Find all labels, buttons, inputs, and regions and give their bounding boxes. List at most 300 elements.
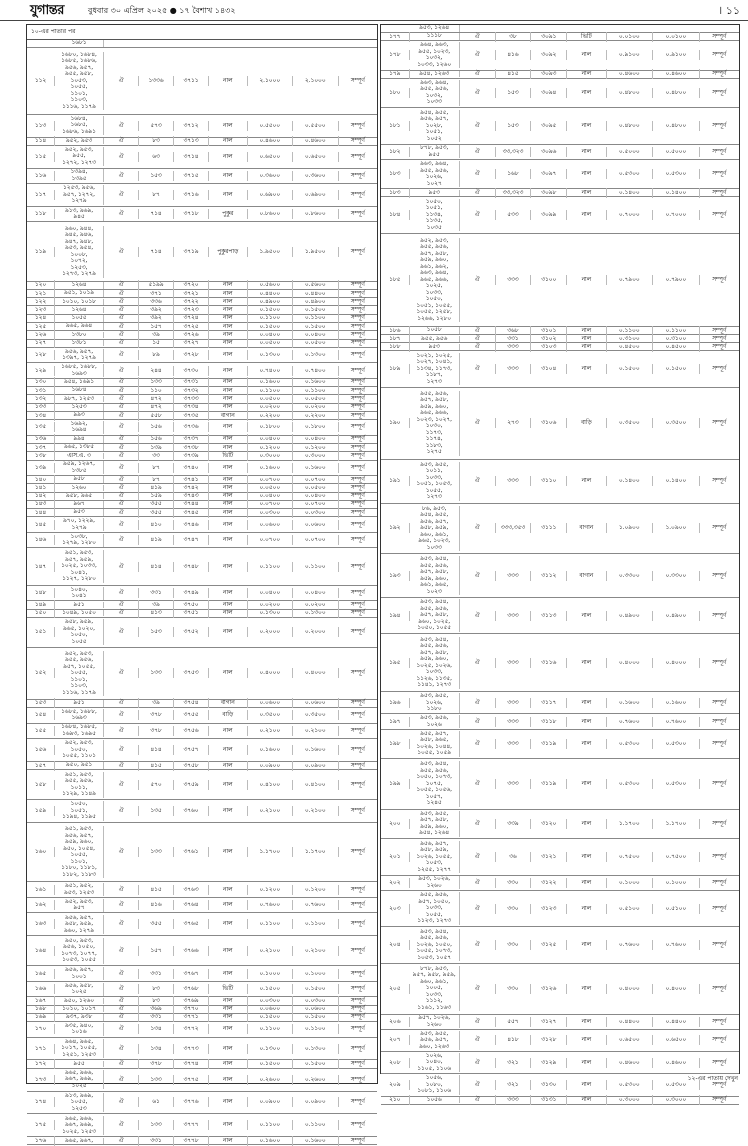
plot-number-line: ৯৫৬, ১০৫০, <box>63 944 95 951</box>
area-cell: ০.১৪০০ <box>607 188 654 198</box>
acquired-area-cell: ০.১১০০ <box>293 313 339 323</box>
plot-numbers-cell <box>55 1014 104 1021</box>
serial-cell: ১৬৯ <box>27 1012 55 1022</box>
status-cell: সম্পূর্ণ <box>712 985 727 992</box>
khatian-cell: ৫৭৩ <box>139 121 174 131</box>
area-cell: ০.৪৮০০ <box>607 88 654 98</box>
plot-number-line: ১০৮০, <box>425 1081 443 1088</box>
status-cell: সম্পূর্ণ <box>712 905 727 912</box>
dag-cell: ৩১০৪ <box>531 364 567 374</box>
status-cell: সম্পূর্ণ <box>350 902 365 909</box>
acquired-area-cell: ০.৫৩০০ <box>653 169 700 179</box>
serial-cell: ১২০ <box>27 280 55 290</box>
acquired-area-cell: ০.০৭০০ <box>293 535 339 545</box>
plot-number-line: ১২৭৯ <box>71 524 87 531</box>
mouza-cell: ঐ <box>460 418 496 428</box>
area-cell: ০.০২০০ <box>248 600 294 610</box>
khatian-cell: ৩৯ <box>139 698 174 708</box>
acquired-area-cell: ০.০২০০ <box>293 402 339 412</box>
table-row <box>27 739 377 762</box>
area-cell: ০.৪০০০ <box>607 658 654 668</box>
serial-cell: ১৫৫ <box>27 726 55 736</box>
dag-cell: ৩১১৭ <box>531 698 567 708</box>
serial-cell: ১৪৪ <box>27 508 55 518</box>
serial-cell: ১৩৮ <box>27 451 55 461</box>
area-cell: ০.০৭০০ <box>248 535 294 545</box>
mouza-cell: ঐ <box>460 1058 496 1068</box>
plot-numbers-cell <box>55 1116 104 1136</box>
plot-number-line: ৮৬, ৯৫৩, <box>422 505 447 512</box>
plot-numbers-cell <box>410 929 460 962</box>
serial-cell: ১৮৭ <box>381 334 410 344</box>
plot-numbers-cell <box>410 336 460 343</box>
mouza-cell: ঐ <box>460 779 496 789</box>
khatian-cell: ৪৭২ <box>139 402 174 412</box>
khatian-cell: ৩৩১ <box>496 334 532 344</box>
table-row <box>27 898 377 914</box>
status-cell: সম্পূর্ণ <box>712 1097 727 1104</box>
dag-cell: ৩৭২১ <box>174 289 209 299</box>
mouza-cell: ঐ <box>104 1044 139 1054</box>
plot-number-line: ৯৫১, ৯৫৩, <box>64 550 94 557</box>
area-cell: ০.১৫০০ <box>248 984 294 994</box>
plot-number-line: ১০২৩ <box>426 588 442 595</box>
khatian-cell: ৩৩৩ <box>496 364 532 374</box>
plot-numbers-cell <box>410 1097 460 1104</box>
area-cell: ০.২৬০০ <box>248 1075 294 1085</box>
table-row <box>381 460 739 504</box>
serial-cell: ১১৯ <box>27 247 55 257</box>
plot-number-line: ১৬৮১ <box>71 40 87 47</box>
plot-number-line: ১০৫০, <box>70 632 88 639</box>
table-row <box>381 41 739 70</box>
plot-number-line: ৯৫০, ৯৫১ <box>65 762 93 769</box>
area-cell: ০.০৪০০ <box>248 491 294 501</box>
land-type-cell: নাল <box>209 780 248 790</box>
land-type-cell: নাল <box>209 1120 248 1130</box>
mouza-cell: ঐ <box>104 422 139 432</box>
plot-number-line: ৯৫৭, ৯৫৮, <box>420 649 449 656</box>
plot-number-line: ১০৩৩, <box>425 669 443 676</box>
acquired-area-cell: ০.১১০০ <box>293 1024 339 1034</box>
land-type-cell: নাল <box>567 364 606 374</box>
plot-number-line: ৯৫৯, ৯৬০, <box>420 656 449 663</box>
land-type-cell: নাল <box>567 658 606 668</box>
status-cell: সম্পূর্ণ <box>712 612 727 619</box>
land-type-cell: নাল <box>209 280 248 290</box>
plot-number-line: ৯৬০, ১২৬৩ <box>419 1043 450 1050</box>
land-type-cell: বাগান <box>567 523 606 533</box>
mouza-cell: ঐ <box>104 443 139 453</box>
plot-numbers-cell <box>55 299 104 306</box>
plot-numbers-cell <box>55 461 104 474</box>
mouza-cell: ঐ <box>460 698 496 708</box>
khatian-cell: ১৩৩ <box>139 1075 174 1085</box>
mouza-cell: ঐ <box>460 88 496 98</box>
mouza-cell: ঐ <box>460 1035 496 1045</box>
table-row <box>381 108 739 145</box>
serial-cell: ১৫৯ <box>27 806 55 816</box>
khatian-cell: ১৩৩ <box>139 377 174 387</box>
acquired-area-cell: ০.৩০০০ <box>653 1095 700 1105</box>
khatian-cell: ৫৭০ <box>139 780 174 790</box>
plot-numbers-cell <box>410 811 460 837</box>
serial-cell: ১৪৯ <box>27 600 55 610</box>
table-row <box>27 1114 377 1137</box>
plot-number-line: ৯৫৩, ৯৫৫, <box>420 1030 449 1037</box>
plot-number-line: ১০২৫, ১০২৬, <box>416 662 453 669</box>
plot-number-line: ১৩৯৫ <box>71 175 87 182</box>
acquired-area-cell: ০.০৬০০ <box>293 1004 339 1014</box>
land-type-cell: নাল <box>209 463 248 473</box>
land-type-cell: নাল <box>209 608 248 618</box>
status-cell: সম্পূর্ণ <box>712 89 727 96</box>
plot-number-line: ১০৭৩, ১০৭৭, <box>61 950 97 957</box>
area-cell: ০.০৭০০ <box>248 499 294 509</box>
mouza-cell: ঐ <box>104 76 139 86</box>
mouza-cell: ঐ <box>104 1004 139 1014</box>
acquired-area-cell: ০.৪৮০০ <box>653 88 700 98</box>
area-cell: ০.৩০০০ <box>607 1095 654 1105</box>
acquired-area-cell: ০.২০০০ <box>293 627 339 637</box>
land-type-cell: নাল <box>209 1097 248 1107</box>
acquired-area-cell: ০.৭৫০০ <box>653 852 700 862</box>
table-row <box>27 1022 377 1038</box>
serial-cell: ১৩৯ <box>27 463 55 473</box>
plot-number-line: ১১২৭, ১২৮০ <box>62 576 96 583</box>
plot-numbers-cell <box>55 1138 104 1145</box>
acquired-area-cell: ০.১০০০ <box>653 878 700 888</box>
table-row <box>27 138 377 146</box>
table-row <box>27 1137 377 1145</box>
plot-numbers-cell <box>55 1061 104 1068</box>
land-type-cell: নাল <box>567 69 606 79</box>
acquired-area-cell: ০.৭৯০০ <box>653 275 700 285</box>
plot-number-line: ৯৫৮, ৯৫৯, <box>420 525 449 532</box>
plot-number-line: ৯৬৪, ৯৬৩, <box>420 42 449 49</box>
khatian-cell: ১১০ <box>139 386 174 396</box>
plot-numbers-cell <box>410 966 460 1012</box>
dag-cell: ৩৭২৭ <box>174 338 209 348</box>
dag-cell: ৩৭১৪ <box>174 152 209 162</box>
land-type-cell: নাল <box>209 483 248 493</box>
plot-number-line: ৯৫৭, ১০৫৫, <box>63 663 95 670</box>
serial-cell: ১৭৯ <box>381 69 410 79</box>
serial-cell: ১৬১ <box>27 885 55 895</box>
land-type-cell: নাল <box>209 761 248 771</box>
plot-number-line: ১১২৩, ১২৭৩ <box>417 918 452 925</box>
table-row <box>27 800 377 823</box>
table-row <box>27 533 377 549</box>
plot-number-line: ১২৫৩, <box>70 264 88 271</box>
plot-numbers-cell <box>55 290 104 297</box>
area-cell: ০.১৬০০ <box>248 463 294 473</box>
acquired-area-cell: ০.১৬০০ <box>293 463 339 473</box>
serial-cell: ১৮৩ <box>381 188 410 198</box>
plot-numbers-cell <box>410 391 460 456</box>
plot-number-line: ৯৫৯, ৯৬০, <box>420 575 449 582</box>
mouza-cell: ঐ <box>104 535 139 545</box>
khatian-cell: ৪১৮ <box>496 1035 532 1045</box>
status-cell: সম্পূর্ণ <box>712 366 727 373</box>
mouza-cell: ঐ <box>104 499 139 509</box>
mouza-cell: ঐ <box>460 984 496 994</box>
land-type-cell: নাল <box>209 885 248 895</box>
plot-numbers-cell <box>55 651 104 697</box>
plot-number-line: ৯৫৫, ৯৫৬, <box>420 390 449 397</box>
status-cell: সম্পূর্ণ <box>712 699 727 706</box>
status-cell: সম্পূর্ণ <box>350 563 365 570</box>
acquired-area-cell: ০.০৪০০ <box>293 330 339 340</box>
plot-number-line: ৯৬১, ৯৬২, <box>420 263 449 270</box>
khatian-cell: ৪১৫ <box>139 761 174 771</box>
khatian-cell: ৩৮ <box>496 32 532 42</box>
plot-number-line: ৯৩৭, ৯৩৮ <box>65 1014 93 1021</box>
area-cell: ০.১৩০০ <box>248 350 294 360</box>
plot-numbers-cell <box>55 282 104 289</box>
acquired-area-cell: ০.২১০০ <box>293 726 339 736</box>
dag-cell: ৩০৯৮ <box>531 188 567 198</box>
dag-cell: ৩৭১৫ <box>174 171 209 181</box>
mouza-cell: ঐ <box>460 878 496 888</box>
area-cell: ০.৩৫০০ <box>607 418 654 428</box>
mouza-cell: ঐ <box>104 946 139 956</box>
acquired-area-cell: ০.৪০০০ <box>293 668 339 678</box>
plot-number-line: ১১০৩, <box>70 683 88 690</box>
plot-numbers-cell <box>55 436 104 443</box>
land-type-cell: নাল <box>209 350 248 360</box>
table-row <box>27 762 377 770</box>
acquired-area-cell: ০.৪৪০০ <box>653 1017 700 1027</box>
plot-number-line: ১০২৬, <box>425 174 443 180</box>
table-row <box>27 348 377 364</box>
acquired-area-cell: ০.৪৯০০ <box>653 611 700 621</box>
land-type-cell: নাল <box>567 611 606 621</box>
khatian-cell: ১৫৩ <box>496 88 532 98</box>
plot-number-line: ১০৩৫ <box>426 224 442 231</box>
acquired-area-cell: ০.৬৫০০ <box>653 1035 700 1045</box>
plot-number-line: ১২৪৫ <box>426 800 442 807</box>
plot-numbers-cell <box>55 509 104 516</box>
table-row <box>381 160 739 189</box>
land-type-cell: নাল <box>209 402 248 412</box>
status-cell: সম্পূর্ণ <box>712 1059 727 1066</box>
serial-cell: ১৫২ <box>27 668 55 678</box>
plot-number-line: ৯৫৯, ৯৬০, <box>420 257 449 264</box>
acquired-area-cell: ০.২২০০ <box>293 411 339 421</box>
land-type-cell: নাল <box>567 984 606 994</box>
plot-numbers-cell <box>410 199 460 232</box>
khatian-cell: ৩২১ <box>496 1058 532 1068</box>
plot-number-line: ১৬৮৪, ১৬৮৫, <box>61 724 97 731</box>
plot-numbers-cell <box>410 33 460 40</box>
area-cell: ০.৭৯০০ <box>607 275 654 285</box>
land-type-cell: নাল <box>209 422 248 432</box>
dag-cell: ৩১১১ <box>531 523 567 533</box>
plot-number-line: ১০৫৮ <box>426 327 442 334</box>
acquired-area-cell: ০.১৩০০ <box>293 350 339 360</box>
plot-number-line: ১০৪১, <box>70 569 88 576</box>
area-cell: ০.১৬০০ <box>248 745 294 755</box>
plot-number-line: ৯৫৩, ৯৫৪, <box>64 245 94 252</box>
acquired-area-cell: ০.১১০০ <box>293 1120 339 1130</box>
plot-numbers-cell <box>55 340 104 347</box>
table-row <box>381 927 739 964</box>
plot-number-line: ১২৫১, ১২৫৩ <box>62 1051 96 1058</box>
acquired-area-cell: ০.১৬০০ <box>653 698 700 708</box>
khatian-cell: ৮৭ <box>139 475 174 485</box>
dag-cell: ৩৭৭০ <box>174 1004 209 1014</box>
khatian-cell: ১৩৪ <box>139 1044 174 1054</box>
table-row <box>27 966 377 982</box>
plot-number-line: ৯৫৬, ৯৫৭, <box>420 1037 449 1044</box>
area-cell: ০.১২০০ <box>248 885 294 895</box>
dag-cell: ৩৭৪৮ <box>174 562 209 572</box>
status-cell: সম্পূর্ণ <box>350 781 365 788</box>
plot-number-line: ৯৫৫, ৯৫৬, <box>420 605 449 612</box>
area-cell: ০.১৪০০ <box>607 476 654 486</box>
mouza-cell: ঐ <box>104 1075 139 1085</box>
plot-number-line: ৯৪৫, ৯৪৬, <box>64 232 94 239</box>
table-row <box>27 1060 377 1068</box>
plot-number-line: ৯৫৮, ৯৫৯, <box>420 847 449 854</box>
plot-number-line: ৯৫৫, ৯৫৬, <box>420 86 449 93</box>
mouza-cell: ঐ <box>460 342 496 352</box>
dag-cell: ৩১২৭ <box>531 1017 567 1027</box>
acquired-area-cell: ০.৪৮০০ <box>653 121 700 131</box>
table-row <box>381 891 739 928</box>
plot-number-line: ১১৭৪, <box>425 436 443 443</box>
plot-number-line: ৯৫৭, ৯৫৮, <box>420 612 449 619</box>
land-type-cell: নাল <box>209 668 248 678</box>
area-cell: ০.৪৬০০ <box>607 1058 654 1068</box>
plot-numbers-cell <box>410 599 460 632</box>
area-cell: ০.১০০০ <box>607 878 654 888</box>
land-type-cell: নাল <box>567 121 606 131</box>
plot-number-line: ৯৬৫, ১০২৩, <box>418 538 451 545</box>
dag-cell: ৩৭১২ <box>174 121 209 131</box>
plot-numbers-cell <box>410 145 460 158</box>
table-row <box>27 340 377 348</box>
dag-cell: ৩১২০ <box>531 819 567 829</box>
status-cell: সম্পূর্ণ <box>350 921 365 928</box>
serial-cell: ১৭৫ <box>27 1120 55 1130</box>
land-type-cell: নাল <box>209 366 248 376</box>
land-type-cell: বাগান <box>209 698 248 708</box>
plot-number-line: ৯৯৪ <box>73 436 85 443</box>
khatian-cell: ১৫৭ <box>139 946 174 956</box>
plot-number-line: ৯৫২, ৯৫৩, <box>64 146 94 153</box>
status-cell: সম্পূর্ণ <box>350 610 365 617</box>
mouza-cell: ঐ <box>104 969 139 979</box>
table-row <box>27 724 377 740</box>
acquired-area-cell: ০.৪৬০০ <box>653 1058 700 1068</box>
plot-number-line: ১০৫৫, <box>70 1099 88 1106</box>
plot-number-line: ১৩৮১ <box>71 339 87 346</box>
serial-cell: ১২২ <box>27 297 55 307</box>
dag-cell: ৩৭৩৪ <box>174 402 209 412</box>
land-type-cell: নাল <box>567 698 606 708</box>
status-cell: সম্পূর্ণ <box>350 122 365 129</box>
area-cell: ০.৩৬০০ <box>248 171 294 181</box>
area-cell: ০.২১০০ <box>248 806 294 816</box>
plot-number-line: ৯৫৫, ৯৫৮, <box>64 71 94 78</box>
plot-number-line: ১১১৮ <box>426 33 442 40</box>
status-cell: সম্পূর্ণ <box>350 509 365 516</box>
khatian-cell: ৩৩৩ <box>496 476 532 486</box>
plot-number-line: ১২৫৫, ১২৭৭ <box>417 866 452 873</box>
khatian-cell: ৩৫৫ <box>139 919 174 929</box>
plot-number-line: ১০৭২, <box>70 258 88 265</box>
status-cell: সম্পূর্ণ <box>350 248 365 255</box>
land-type-cell: নাল <box>209 600 248 610</box>
mouza-cell: ঐ <box>460 147 496 157</box>
mouza-cell: ঐ <box>104 745 139 755</box>
dag-cell: ৩৭৭৫ <box>174 1075 209 1085</box>
newspaper-logo: যুগান্তর <box>30 3 64 18</box>
plot-number-line: ১২৬০ <box>426 1021 442 1028</box>
serial-cell: ১৭৭ <box>381 32 410 42</box>
acquired-area-cell: ০.৫০০০ <box>653 147 700 157</box>
plot-number-line: ১২৭৫ <box>426 449 442 456</box>
plot-number-line: ৯৫৬, ৯৫৭, <box>64 348 94 355</box>
plot-number-line: ১১৮০, ১১৮১, <box>61 865 97 872</box>
land-type-cell: নাল <box>209 520 248 530</box>
plot-number-line: ৯৫০, ১০৫৪, <box>63 845 95 852</box>
dag-cell: ৩৭১৬ <box>174 190 209 200</box>
plot-number-line: ১৬৯৩, ১৬৯৫ <box>62 730 96 737</box>
serial-cell: ১৩০ <box>27 377 55 387</box>
mouza-cell: ঐ <box>460 210 496 220</box>
plot-number-line: ৯৬০, ৯৪৪, <box>64 225 94 232</box>
mouza-cell: ঐ <box>104 1012 139 1022</box>
area-cell: ০.১৫০০ <box>248 1012 294 1022</box>
land-type-cell: নাল <box>209 508 248 518</box>
plot-number-line: ৯৫৩, ১০২৬, <box>418 876 451 883</box>
khatian-cell: ৩৩০ <box>496 940 532 950</box>
status-cell: সম্পূর্ণ <box>350 727 365 734</box>
status-cell: সম্পূর্ণ <box>712 171 727 177</box>
plot-number-line: ১১৩৪, <box>425 211 443 218</box>
khatian-cell: ৩৩১ <box>139 1136 174 1146</box>
khatian-cell: ৩৩৩ <box>496 717 532 727</box>
plot-numbers-cell <box>55 501 104 508</box>
plot-number-line: ৯৬০, ৯৬১, <box>420 978 449 985</box>
plot-number-line: ১০২৬, ১০৫০, <box>416 941 453 948</box>
plot-number-line: ১১৮০ <box>426 706 442 713</box>
mouza-cell: ঐ <box>104 668 139 678</box>
serial-cell: ১২৩ <box>27 305 55 315</box>
table-row <box>27 1092 377 1115</box>
acquired-area-cell: ০.৪০০০ <box>653 658 700 668</box>
land-type-cell: নাল <box>209 394 248 404</box>
table-row <box>381 388 739 460</box>
status-cell: সম্পূর্ণ <box>350 153 365 160</box>
table-row <box>381 504 739 555</box>
area-cell: ০.০৫০০ <box>248 338 294 348</box>
mouza-cell: ঐ <box>460 1017 496 1027</box>
plot-numbers-cell <box>55 379 104 386</box>
dag-cell: ৩৭৪৫ <box>174 508 209 518</box>
plot-number-line: ৯৫৩, ৯৫৪, <box>420 556 449 563</box>
plot-number-line: ১৬৯৩ <box>71 715 87 722</box>
plot-number-line: ৯৫৬, ৯৫৭, <box>64 914 94 921</box>
mouza-cell: ঐ <box>460 904 496 914</box>
table-row <box>27 700 377 708</box>
dag-cell: ৩১১০ <box>531 476 567 486</box>
land-type-cell: নাল <box>209 919 248 929</box>
dag-cell: ৩৭৫৯ <box>174 780 209 790</box>
